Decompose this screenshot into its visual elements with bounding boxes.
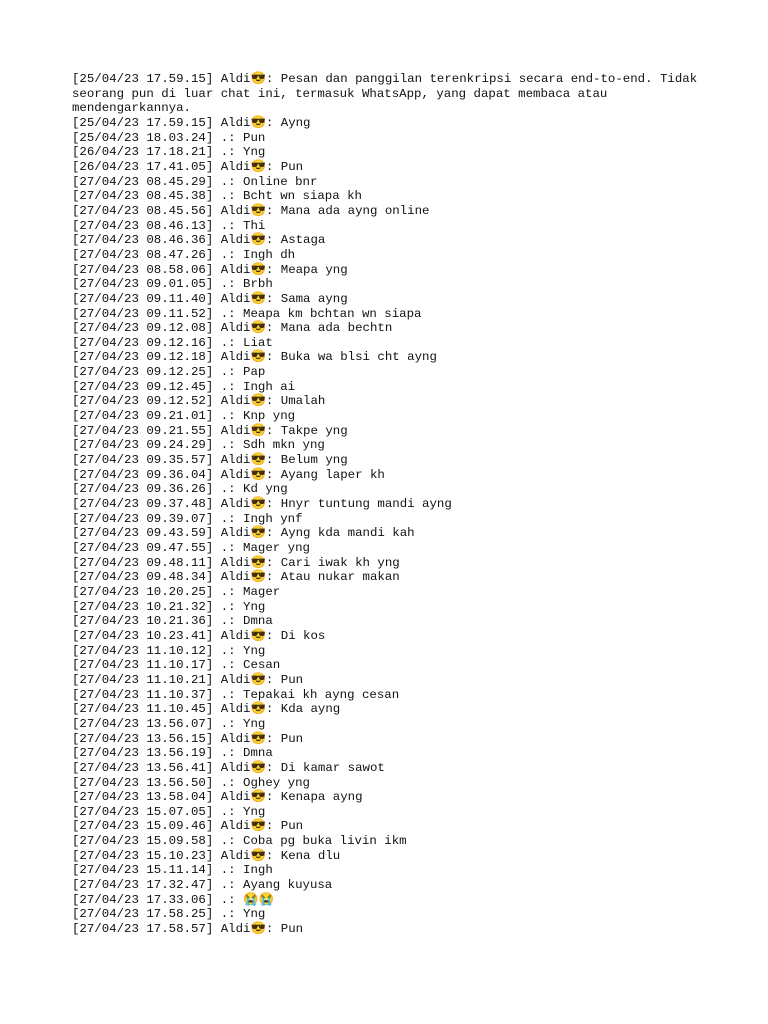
chat-line: [27/04/23 08.58.06] Aldi😎: Meapa yng (72, 262, 348, 277)
chat-line: [27/04/23 09.12.16] .: Liat (72, 335, 273, 350)
chat-line: [27/04/23 10.21.32] .: Yng (72, 599, 266, 614)
chat-line: [27/04/23 09.21.01] .: Knp yng (72, 409, 296, 424)
chat-line: [27/04/23 09.39.07] .: Ingh ynf (72, 511, 303, 526)
chat-line: [27/04/23 09.12.25] .: Pap (72, 365, 266, 380)
chat-line: [27/04/23 11.10.12] .: Yng (72, 643, 266, 658)
chat-line: [25/04/23 18.03.24] .: Pun (72, 130, 266, 145)
chat-line: [27/04/23 09.48.34] Aldi😎: Atau nukar makan (72, 570, 400, 585)
chat-line: [27/04/23 09.36.26] .: Kd yng (72, 482, 288, 497)
chat-line: [27/04/23 17.32.47] .: Ayang kuyusa (72, 878, 333, 893)
chat-line: [27/04/23 11.10.37] .: Tepakai kh ayng cesan (72, 687, 400, 702)
chat-line-encryption-notice: [25/04/23 17.59.15] Aldi😎: Pesan dan panggilan terenkripsi secara end-to-end. Tidak seorang pun di luar chat ini, termasuk WhatsApp, yang dapat membaca atau mendengarkannya. (72, 72, 705, 116)
chat-line: [27/04/23 10.20.25] .: Mager (72, 584, 281, 599)
chat-line: [27/04/23 09.21.55] Aldi😎: Takpe yng (72, 423, 348, 438)
chat-line: [27/04/23 08.46.13] .: Thi (72, 218, 266, 233)
chat-line: [27/04/23 13.56.07] .: Yng (72, 716, 266, 731)
chat-line: [27/04/23 13.58.04] Aldi😎: Kenapa ayng (72, 790, 363, 805)
chat-line: [27/04/23 08.45.29] .: Online bnr (72, 174, 318, 189)
chat-line: [27/04/23 17.58.57] Aldi😎: Pun (72, 922, 304, 937)
chat-line: [27/04/23 09.43.59] Aldi😎: Ayng kda mandi kah (72, 526, 415, 541)
chat-line: [27/04/23 09.35.57] Aldi😎: Belum yng (72, 453, 348, 468)
chat-line: [27/04/23 10.21.36] .: Dmna (72, 614, 273, 629)
chat-line: [27/04/23 09.12.45] .: Ingh ai (72, 379, 296, 394)
chat-line: [27/04/23 09.11.40] Aldi😎: Sama ayng (72, 291, 348, 306)
chat-line: [27/04/23 08.45.38] .: Bcht wn siapa kh (72, 189, 362, 204)
chat-line: [27/04/23 09.47.55] .: Mager yng (72, 541, 310, 555)
chat-line: [27/04/23 11.10.17] .: Cesan (72, 658, 281, 673)
chat-line: [27/04/23 09.11.52] .: Meapa km bchtan wn siapa (72, 306, 422, 321)
chat-line: [27/04/23 09.37.48] Aldi😎: Hnyr tuntung mandi ayng (72, 497, 452, 512)
chat-line: [27/04/23 15.10.23] Aldi😎: Kena dlu (72, 848, 341, 863)
chat-line: [27/04/23 17.58.25] .: Yng (72, 907, 266, 922)
chat-line: [27/04/23 13.56.19] .: Dmna (72, 746, 273, 761)
chat-line: [26/04/23 17.41.05] Aldi😎: Pun (72, 159, 304, 174)
chat-line: [27/04/23 15.07.05] .: Yng (72, 804, 266, 819)
chat-line: [27/04/23 09.12.08] Aldi😎: Mana ada bechtn (72, 321, 393, 336)
chat-line: [27/04/23 09.24.29] .: Sdh mkn yng (72, 438, 325, 453)
chat-line: [27/04/23 09.12.18] Aldi😎: Buka wa blsi cht ayng (72, 350, 437, 365)
chat-line: [27/04/23 11.10.45] Aldi😎: Kda ayng (72, 702, 341, 717)
chat-line: [27/04/23 15.09.58] .: Coba pg buka livin ikm (72, 834, 407, 849)
chat-line: [27/04/23 09.01.05] .: Brbh (72, 277, 273, 292)
chat-line: [27/04/23 15.11.14] .: Ingh (72, 863, 273, 878)
chat-line: [27/04/23 13.56.50] .: Oghey yng (72, 775, 310, 790)
chat-line: [27/04/23 15.09.46] Aldi😎: Pun (72, 819, 304, 834)
chat-line: [27/04/23 13.56.15] Aldi😎: Pun (72, 731, 304, 746)
chat-line: [27/04/23 09.48.11] Aldi😎: Cari iwak kh yng (72, 555, 400, 570)
chat-line: [27/04/23 08.45.56] Aldi😎: Mana ada ayng online (72, 203, 430, 218)
chat-line: [27/04/23 11.10.21] Aldi😎: Pun (72, 672, 304, 687)
chat-line: [26/04/23 17.18.21] .: Yng (72, 145, 266, 160)
chat-line: [27/04/23 08.46.36] Aldi😎: Astaga (72, 233, 326, 248)
chat-line: [27/04/23 13.56.41] Aldi😎: Di kamar sawot (72, 760, 385, 775)
chat-export-text (72, 72, 712, 937)
chat-line: [27/04/23 09.12.52] Aldi😎: Umalah (72, 394, 326, 409)
chat-line: [27/04/23 10.23.41] Aldi😎: Di kos (72, 628, 326, 643)
chat-line: [27/04/23 17.33.06] .: 😭😭 (72, 892, 274, 907)
chat-line: [25/04/23 17.59.15] Aldi😎: Ayng (72, 115, 311, 130)
chat-line: [27/04/23 09.36.04] Aldi😎: Ayang laper kh (72, 467, 385, 482)
chat-line: [27/04/23 08.47.26] .: Ingh dh (72, 247, 296, 262)
